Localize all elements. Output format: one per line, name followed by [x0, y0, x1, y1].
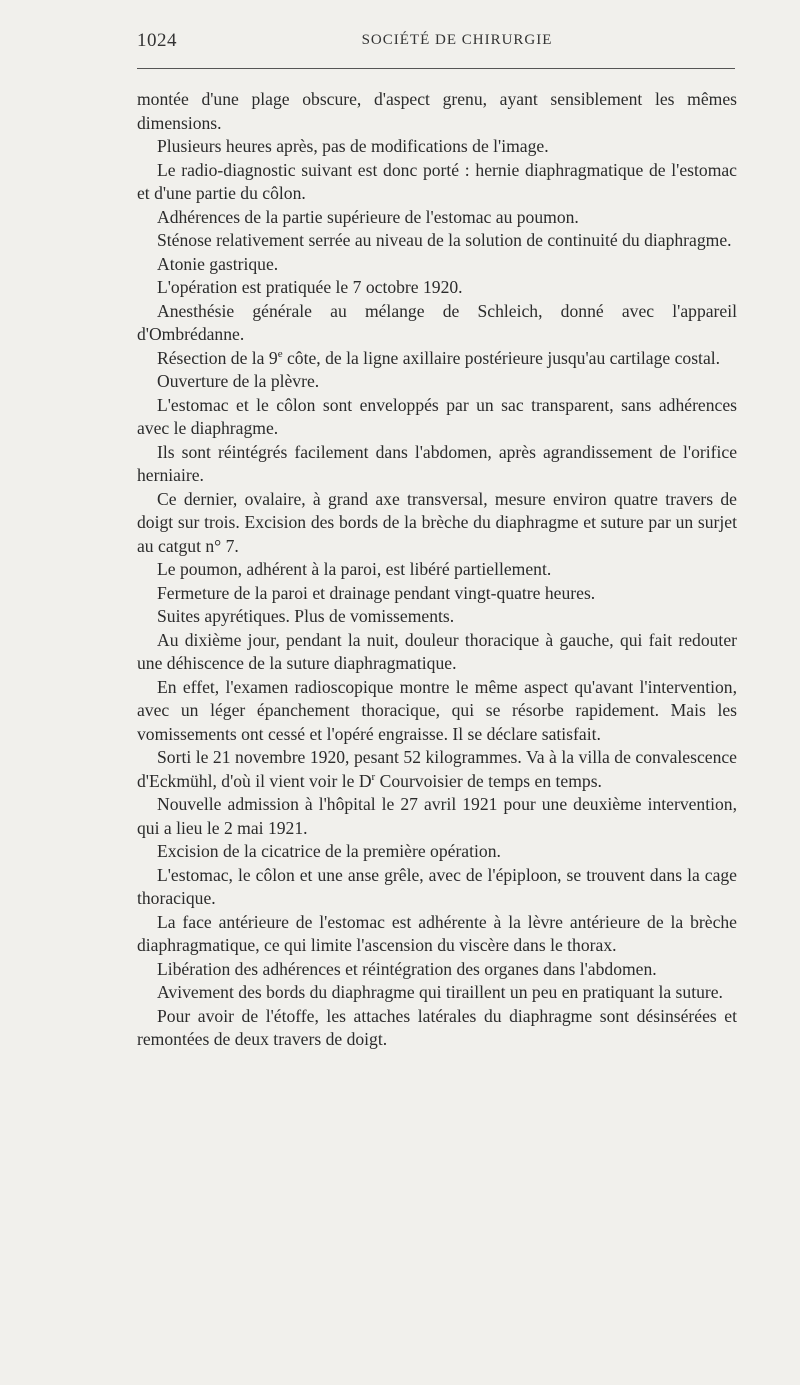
paragraph: Sténose relativement serrée au niveau de la solution de continuité du diaphragme.: [157, 230, 732, 250]
paragraph: [137, 347, 737, 371]
paragraph-text: Résection de la 9: [157, 347, 278, 368]
body-text: [137, 88, 737, 1052]
paragraph: [137, 746, 737, 793]
page-number: 1024: [137, 30, 177, 51]
superscript: r: [371, 770, 376, 783]
paragraph: Le poumon, adhérent à la paroi, est libéré partiellement.: [157, 559, 552, 579]
paragraph: Fermeture de la paroi et drainage pendant vingt-quatre heures.: [157, 582, 596, 603]
paragraph: montée d'une plage obscure, d'aspect grenu, ayant sensiblement les mêmes dimensions.: [137, 89, 737, 133]
paragraph: Suites apyrétiques. Plus de vomissements.: [157, 606, 455, 626]
paragraph: En effet, l'examen radioscopique montre le même aspect qu'avant l'intervention, avec un léger épanchement thoracique, qui se résorbe rapidement. Mais les vomissements ont cessé et l'opéré engraisse. Il se déclare satisfait.: [137, 676, 737, 744]
paragraph: Adhérences de la partie supérieure de l'estomac au poumon.: [157, 206, 579, 227]
paragraph-text: côte, de la ligne axillaire postérieure jusqu'au cartilage costal.: [282, 347, 721, 368]
paragraph-text: Sorti le 21 novembre 1920, pesant 52 kilogrammes. Va à la villa de convalescence d'Eckmühl, d'où il vient voir le D: [137, 747, 737, 791]
paragraph: Libération des adhérences et réintégration des organes dans l'abdomen.: [157, 958, 657, 979]
running-title: SOCIÉTÉ DE CHIRURGIE: [361, 32, 553, 48]
paragraph: La face antérieure de l'estomac est adhérente à la lèvre antérieure de la brèche diaphragmatique, ce qui limite l'ascension du viscère dans le thorax.: [137, 911, 737, 955]
paragraph: Ils sont réintégrés facilement dans l'abdomen, après agrandissement de l'orifice herniaire.: [137, 441, 737, 485]
paragraph: Atonie gastrique.: [157, 253, 279, 274]
paragraph: L'opération est pratiquée le 7 octobre 1920.: [157, 277, 463, 297]
paragraph: Plusieurs heures après, pas de modifications de l'image.: [157, 136, 549, 156]
paragraph: Nouvelle admission à l'hôpital le 27 avril 1921 pour une deuxième intervention, qui a lieu le 2 mai 1921.: [137, 794, 737, 838]
paragraph: Avivement des bords du diaphragme qui tiraillent un peu en pratiquant la suture.: [157, 982, 723, 1002]
paragraph: Anesthésie générale au mélange de Schleich, donné avec l'appareil d'Ombrédanne.: [137, 300, 737, 344]
paragraph: Au dixième jour, pendant la nuit, douleur thoracique à gauche, qui fait redouter une déhiscence de la suture diaphragmatique.: [137, 629, 737, 673]
paragraph: Ce dernier, ovalaire, à grand axe transversal, mesure environ quatre travers de doigt sur trois. Excision des bords de la brèche du diaphragme et suture par un surjet au catgut n° 7.: [137, 488, 737, 556]
paragraph: L'estomac, le côlon et une anse grêle, avec de l'épiploon, se trouvent dans la cage thoracique.: [137, 864, 737, 908]
paragraph: L'estomac et le côlon sont enveloppés par un sac transparent, sans adhérences avec le diaphragme.: [137, 394, 737, 438]
paragraph-text: Courvoisier de temps en temps.: [375, 770, 602, 791]
paragraph: Excision de la cicatrice de la première opération.: [157, 841, 501, 861]
page-header: [137, 28, 737, 58]
paragraph: Pour avoir de l'étoffe, les attaches latérales du diaphragme sont désinsérées et remontées de deux travers de doigt.: [137, 1005, 737, 1049]
paragraph: Ouverture de la plèvre.: [157, 371, 320, 391]
header-rule: [137, 68, 735, 69]
paragraph: Le radio-diagnostic suivant est donc porté : hernie diaphragmatique de l'estomac et d'une partie du côlon.: [137, 159, 737, 203]
superscript: e: [277, 347, 283, 360]
